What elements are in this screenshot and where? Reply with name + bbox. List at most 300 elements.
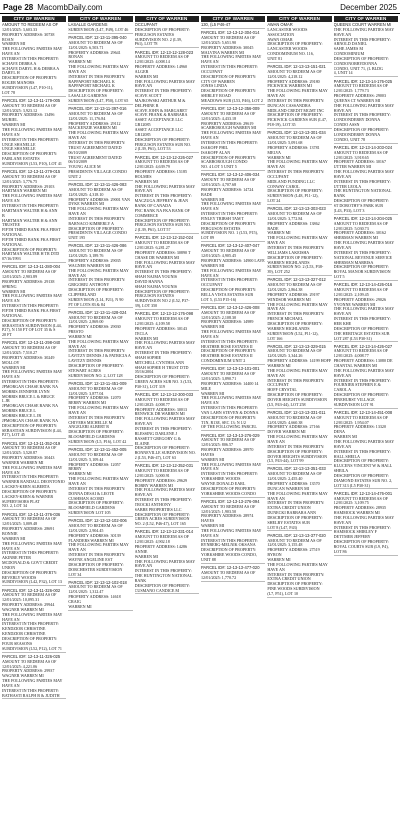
notice-line: PROPERTY ADDRESS: 29112 [68, 120, 121, 126]
notice-line: 20 FT [2, 332, 12, 338]
legal-notice [334, 22, 398, 77]
notice-line: PROPERTY ADDRESS: 30738 ROAN [2, 31, 55, 42]
notice-line: TRUST AGREEMENT DATED [68, 144, 122, 150]
notice-line: 12/01/2025: 5,651.90 [200, 39, 237, 45]
notice-line: SUBDIVISION (L47, P50), LOT 65 [68, 97, 129, 103]
notice-line: DOVER HEIGHTS SUBDIVISION [267, 396, 328, 402]
notice-line: INTEREST IN THIS PROPERTY: [200, 537, 259, 543]
notice-line: YORKSHIRE WOODS [200, 476, 241, 482]
notice-line: 12/01/2025: 4,905.45 [200, 253, 237, 259]
notice-parcel-id: AWAN OMAR [267, 22, 293, 27]
notice-line: INTEREST IN THIS PROPERTY: [333, 316, 391, 322]
notice-line: UNION [2, 564, 16, 570]
notice-line: 12/01/2025: 1,903.50 [200, 508, 237, 514]
notice-line: THE FOLLOWING PARTIES MAY HAVE AN [68, 267, 129, 278]
notice-line: 12/01/2025: 4,218.12 [267, 73, 303, 79]
notice-line: LOT 313 (L5 P30-31) [333, 482, 370, 488]
notice-line: CLIPPERLAND [68, 291, 97, 297]
notice-line: INTEREST IN THIS PROPERTY: [2, 621, 60, 627]
legal-notice [2, 22, 66, 97]
notice-line: 2 (L39, P61), LOT 53 [134, 146, 171, 152]
notice-line: MAJKOWSKI ARTHUR M & [134, 97, 186, 103]
notice-line: INTEREST IN THIS PROPERTY: [68, 414, 126, 420]
notice-line: PICKWICK WARREN MI [267, 83, 312, 89]
notice-line: 12/01/2025: 5,030.73 [333, 225, 369, 231]
notice-line: SHEILA [333, 468, 349, 474]
notice-line: UNIT 81 [267, 55, 283, 61]
notice-parcel-id: PARCEL ID#: 12-13-11-451-009 [68, 380, 127, 386]
notice-line: NATIONAL REVENUE SERVICE [333, 254, 393, 260]
notice-line: SUBDIVISION (L42, P32), LOT 13 [2, 579, 62, 585]
notice-line: MACZUGA JEFFREY & JEAN [134, 198, 189, 204]
notice-line: AMOUNT TO REDEEM AS OF [2, 445, 57, 451]
notice-list [334, 22, 398, 838]
notice-line: INTEREST IN THIS PROPERTY: [68, 485, 126, 491]
notice-line: THE FOLLOWING PARTIES MAY HAVE AN [134, 340, 196, 351]
notice-line: 12/01/2025: 4,433.18 [200, 115, 237, 121]
notice-line: DESCRIPTION OF PROPERTY: [2, 569, 58, 575]
notice-line: DESCRIPTION OF PROPERTY: [333, 539, 389, 545]
notice-line: 12/01/2025: 2,108.30 [200, 314, 237, 320]
notice-line: LANCASTER WOODS [267, 26, 308, 32]
notice-line: COMMERCE [134, 212, 159, 218]
notice-line: DESCRIPTION OF PROPERTY: [134, 136, 190, 142]
notice-line: HARTMAN WALTER H & ANN [2, 207, 58, 213]
notice-line: HAMMOCK SHIRLEY F [333, 529, 377, 535]
notice-line: WARREN MI [2, 288, 26, 294]
notice-line: DESCRIPTION OF PROPERTY: [134, 511, 190, 517]
legal-notice [334, 491, 398, 556]
notice-line: SUBDIVISION LOT 91 [333, 401, 374, 407]
notice-line: OCCUPANT [267, 173, 289, 179]
notice-line: DESCRIPTION OF PROPERTY: [267, 41, 323, 47]
notice-line: JPMORGAN CHASE BANK NA [2, 383, 59, 389]
notice-line: INTEREST IN THIS PROPERTY: [2, 474, 60, 480]
notice-line: AMOUNT TO REDEEM AS OF [200, 309, 256, 315]
notice-line: DELPHINE R [134, 102, 159, 108]
notice-line: TRUST AGREEMENT DATED [68, 154, 122, 160]
notice-line: DESCRIPTION OF PROPERTY: [200, 154, 257, 160]
notice-line: THE FOLLOWING PARTIES MAY HAVE AN [2, 611, 63, 622]
notice-parcel-id: PARCEL ID#: 12-13-11-326-025 [2, 653, 61, 659]
notice-line: 12/01/2025: 2,904.45 [68, 527, 104, 533]
notice-line: PROPERTY ADDRESS: 28935 [333, 505, 387, 511]
notice-line: ROYAL MANOR SUBDIVISION [333, 269, 391, 275]
notice-line: DESCRIPTION OF PROPERTY: [267, 448, 323, 454]
notice-line: 12/01/2025: 4,109.58 [134, 320, 170, 326]
notice-line: INTEREST IN THIS PROPERTY: [2, 687, 60, 693]
notice-line: EXTRA CREDIT UNION [267, 576, 311, 582]
legal-notice [334, 344, 398, 409]
notice-line: RYNBERG-MELNIK OKSANA [200, 542, 256, 548]
notice-line: INTEREST IN THIS PROPERTY: [68, 140, 126, 145]
notice-line: DESCRIPTION OF PROPERTY: [134, 217, 190, 223]
notice-line: DARYL H [2, 70, 20, 76]
notice-line: CONDO ASSN [333, 122, 360, 128]
notice-list [267, 22, 331, 838]
notice-line: INTEREST IN THIS PROPERTY: [333, 112, 391, 118]
notice-line: P18-19), LOT 35 [267, 122, 296, 128]
notice-line: DESCRIPTION OF PROPERTY: [200, 73, 257, 79]
notice-line: FERGUSON ESTATES SUB NO. [134, 222, 191, 228]
notice-line: 12/01/2025: 3,189.76 [68, 253, 104, 259]
notice-line: INTEREST IN THIS PROPERTY: [267, 571, 325, 577]
legal-notice [2, 340, 66, 439]
notice-line: 12/01/2025: 2,903.89 [2, 274, 38, 280]
notice-line: DESCRIPTION OF PROPERTY: [333, 198, 389, 204]
notice-parcel-id: PARCEL ID#: 12-13-12-406-034 [200, 172, 260, 178]
notice-line: DESCRIPTION OF PROPERTY: [68, 88, 124, 94]
notice-line: SABBE PROPERTIES LLC [134, 506, 182, 512]
notice-line: WAGNER WARREN MI [2, 673, 44, 679]
column-4 [201, 16, 265, 838]
notice-line: AMOUNT TO REDEEM AS OF [333, 287, 389, 293]
notice-line: SHERMAN WARREN MI [333, 235, 378, 241]
notice-line: INTEREST IN THIS PROPERTY: [2, 379, 60, 385]
notice-line: AMOUNT TO REDEEM AS OF [200, 437, 256, 443]
notice-line: MIDLAND CREDIT MGMT INC [267, 107, 325, 113]
notice-line: 12/01/2025: 10,095.31 [2, 597, 40, 603]
notice-line: GR12085 [134, 122, 151, 128]
notice-line: PROPERTY ADDRESS: 14989 [200, 319, 254, 325]
notice-line: AMOUNT TO REDEEM AS OF [134, 534, 190, 540]
notice-line: HEATHER ROSE ESTATES II [200, 353, 253, 359]
notice-line: ANGELERI ALBERT R [68, 424, 109, 430]
notice-line: SUBDIVISION NO. 1 (L53, P15), [200, 230, 258, 236]
notice-parcel-id: PARCEL ID#: 12-13-11-426-083 [68, 182, 127, 188]
notice-line: HEATHER ROSE ESTATES II [200, 343, 253, 349]
notice-line: (L5, P43-44), LOT 99 [267, 458, 304, 464]
notice-line: KENDZIOR CHRISTINE [2, 626, 46, 632]
notice-line: WARREN MI [134, 178, 158, 184]
notice-line: DESCRIPTION OF PROPERTY: [68, 500, 124, 506]
notice-line: CONDOMINIUM [333, 51, 365, 57]
notice-line: 12/01/2025: 3,776.75 [2, 178, 38, 184]
legal-notice [68, 182, 132, 242]
notice-line: DESCRIPTION OF PROPERTY: [200, 485, 257, 491]
notice-line: CUSMANO CANDICE M [134, 587, 180, 593]
legal-notice [201, 433, 265, 498]
notice-line: AMOUNT TO REDEEM AS OF [267, 282, 322, 288]
notice-line: WARNER WARREN MI [2, 459, 44, 465]
notice-line: FAIRLANE ESTATES [2, 156, 40, 162]
legal-notice [334, 79, 398, 144]
notice-line: INTEREST IN THIS PROPERTY: [200, 64, 259, 70]
legal-notice [201, 366, 265, 431]
legal-notice [68, 106, 132, 181]
notice-line: DESCRIPTION OF PROPERTY: [333, 472, 389, 478]
notice-line: WAGNER WARREN MI [68, 262, 111, 268]
notice-line: AMOUNT TO REDEEM AS OF [200, 177, 256, 183]
notice-line: AMOUNT TO REDEEM AS OF [68, 385, 123, 391]
notice-line: ROGER MANORS [2, 80, 35, 86]
notice-line: LOT 24 [267, 198, 281, 204]
notice-line: TROCKI ANTHONY [134, 501, 171, 507]
notice-line: T1N, R13E, SEC 13; N 1/2 [200, 419, 246, 425]
notice-line: WARREN MI [68, 59, 92, 65]
notice-line: 12/01/2025: 4,639.79 [134, 164, 170, 170]
notice-line: OCCUPANT [267, 382, 289, 388]
notice-line: (L43, P33), LOT 3 [333, 207, 365, 213]
notice-line: AMOUNT TO REDEEM AS OF [267, 68, 322, 74]
notice-line: DESCRIPTION OF PROPERTY: [267, 254, 323, 260]
notice-line: SUBDIVISION (L47, P49), LOT 46 [68, 26, 129, 32]
notice-line: THE FOLLOWING PARTIES MAY HAVE AN [267, 367, 328, 378]
notice-line: FIFTH THIRD BANK FKA FIRST [2, 307, 61, 313]
notice-line: DESCRIPTION OF PROPERTY: [333, 127, 389, 133]
notice-line: THE FOLLOWING PARTIES MAY HAVE AN [333, 240, 395, 251]
notice-line: THE FOLLOWING PARTIES MAY HAVE AN [267, 235, 328, 246]
notice-line: 12/01/2025: 4,318.10 [68, 191, 104, 197]
notice-line: 12/01/2025: 3,344.26 [267, 353, 303, 359]
notice-line: CHASE DR WARREN MI [134, 254, 180, 260]
legal-notice [135, 22, 199, 48]
notice-line: INTEREST IN THIS PROPERTY: [267, 377, 325, 383]
notice-line: MCDONALD & GOVT CREDIT [2, 560, 58, 566]
notice-line: PROPERTY ADDRESS: 29629 [134, 477, 188, 483]
notice-line: INTEREST IN THIS PROPERTY: [2, 136, 60, 142]
notice-parcel-id: PARCEL ID#: 12-13-11-395-040 [68, 34, 127, 40]
notice-line: SHERMAN MARRISA [333, 259, 374, 265]
notice-line: VAN LAHN STEVEN & DONNA [200, 409, 259, 415]
notice-line: CITY OF WARREN [200, 78, 235, 84]
notice-line: WARREN MI [68, 603, 92, 609]
notice-line: 12/01/2025: 3,009.48 [2, 521, 38, 527]
notice-line: DESCRIPTION OF PROPERTY: [2, 636, 58, 642]
legal-notice [267, 466, 331, 531]
notice-line: FIFTH THIRD BANK FKA FIRST [2, 236, 61, 242]
notice-line: LONDONDERRY DONNA [333, 117, 381, 123]
notice-line: LOT 86 [333, 548, 347, 554]
legal-notice [68, 580, 132, 611]
notice-parcel-id: PARCEL ID#: 12-13-13-276-094 [200, 498, 260, 504]
notice-line: WARREN MI [200, 324, 225, 330]
notice-line: WARREN MI [134, 73, 158, 79]
column-heading: CITY OF WARREN [334, 16, 398, 22]
notice-line: 12/01/2025: 4,008.77 [333, 353, 369, 359]
notice-line: CHANTAL WARREN MI [333, 363, 377, 369]
notice-line: AMOUNT TO REDEEM AS OF [267, 348, 322, 354]
notice-line: INTEREST IN THIS PROPERTY: [134, 350, 192, 356]
notice-line: BLOOMFIELD GARDENS [68, 505, 116, 511]
notice-parcel-id: PARCEL ID#: 12-13-13-101-001 [200, 366, 260, 372]
notice-line: BANK [134, 577, 147, 583]
notice-line: DESCRIPTION OF PROPERTY: [68, 287, 124, 293]
notice-parcel-id: QUEENS COURT WARREN MI [333, 22, 392, 27]
column-5 [267, 16, 331, 838]
notice-line: 12/01/2025: 4,902.18 [134, 539, 170, 545]
notice-parcel-id: PARCEL ID#: 12-13-12-356-009 [200, 106, 260, 112]
notice-line: THE FOLLOWING PARTIES MAY HAVE AN [333, 438, 395, 449]
notice-line: UNIT 88 [200, 556, 216, 562]
notice-line: INTEREST IN THIS PROPERTY: [134, 425, 192, 431]
notice-line: LOT 34 [68, 571, 82, 577]
notice-parcel-id: PARCEL ID#: 12-13-12-102-018 [68, 579, 127, 585]
notice-line: 12/01/2025: 4,221.06 [2, 663, 38, 669]
notice-parcel-id: PARCEL ID#: 12-13-13-377-020 [267, 532, 326, 538]
notice-line: LOT 5, (L53 P15-16) [200, 296, 237, 302]
notice-line: THE FOLLOWING PARTIES MAY HAVE AN [68, 130, 129, 141]
notice-line: SCARBOROUGH CONDO [200, 159, 248, 165]
notice-line: INTEREST IN THIS PROPERTY: [68, 348, 126, 354]
notice-line: 2 (L39, P61), LOT 57 [134, 227, 171, 233]
notice-line: PRESIDENTS VILLAGE CONDO [68, 230, 127, 236]
notice-line: INTEREST IN THIS PROPERTY: [200, 140, 259, 145]
legal-notice [267, 277, 331, 342]
notice-line: ASSET ACCEPTANCE LLC [134, 117, 184, 123]
notice-parcel-id: PARCEL ID#: 12-13-14-203-024 [333, 144, 393, 150]
notice-line: AMOUNT TO REDEEM AS OF [333, 83, 389, 89]
notice-line: SCARBOROUGH WARREN MI [200, 125, 257, 131]
notice-line: THE FOLLOWING PARTIES MAY HAVE AN [333, 102, 395, 113]
notice-line: DESCRIPTION OF PROPERTY: [200, 220, 257, 226]
notice-line: THE HERITAGE ESTATES SUB [333, 330, 390, 336]
notice-parcel-id: PARCEL ID#: 12-13-12-426-008 [200, 304, 260, 310]
notice-line: DESCRIPTION OF PROPERTY: [2, 151, 58, 157]
notice-parcel-id: PARCEL ID#: 12-13-11-428-024 [68, 309, 127, 315]
notice-line: 12/01/2025: 2,869.00 [68, 319, 104, 325]
legal-notice [334, 216, 398, 281]
legal-notice [135, 155, 199, 235]
notice-line: PROPERTY ADDRESS: 29138 SPRING [2, 278, 55, 289]
notice-line: FRENCH MICHAEL [267, 316, 304, 322]
notice-line: LOT 89 [200, 235, 214, 241]
column-heading: CITY OF WARREN [2, 16, 66, 22]
notice-line: UNGE SHANELLE [2, 141, 36, 147]
notice-line: THE FOLLOWING PARTIES MAY HAVE AN [134, 78, 196, 89]
site-name: MacombDaily.com [37, 3, 103, 12]
notice-line: THE HUNTINGTON NATIONAL [333, 188, 392, 194]
notice-line: 12/01/2025: 3,923.12 [2, 107, 38, 113]
notice-line: 12/01/2025: 1,954.07 [333, 419, 369, 425]
notice-line: THE FOLLOWING PARTIES MAY HAVE AN [267, 159, 328, 170]
legal-notice [68, 310, 132, 380]
notice-line: 12/01/2025: 3,155.48 [267, 542, 303, 548]
notice-line: AMOUNT TO REDEEM AS OF [333, 220, 389, 226]
column-6 [334, 16, 398, 838]
page-header [0, 0, 400, 14]
notice-line: AKINBE PETER [2, 555, 31, 561]
notice-line: BELLA VISTA ESTATES SUB [200, 291, 254, 297]
notice-parcel-id: PARCEL ID#: 12-13-13-276-029 [200, 432, 260, 438]
notice-line: AMOUNT TO REDEEM AS OF [134, 159, 190, 165]
notice-line: UTTER WARREN MI [333, 164, 372, 170]
legal-notice [2, 588, 66, 653]
notice-line: AMOUNT TO REDEEM AS OF [267, 135, 322, 141]
notice-line: LOT 5 [333, 274, 345, 280]
notice-line: WARREN HIGHLANDS [267, 259, 310, 265]
notice-line: SEBASTIAN SUBDIVISION (L44, [2, 322, 62, 328]
notice-line: THE FOLLOWING PARTIES MAY HAVE AN [2, 678, 63, 688]
notice-line: DESCRIPTION OF PROPERTY: [68, 363, 124, 369]
notice-line: INTEREST IN THIS PROPERTY: [2, 303, 60, 309]
notice-line: THE FOLLOWING PARTIES MAY HAVE AN [134, 558, 196, 569]
notice-line: DESCRIPTION OF PROPERTY: [200, 547, 257, 553]
notice-line: PROPERTY ADDRESS: 13570 [267, 481, 320, 487]
notice-line: SUBDIVISION NO. 2 (L53, P38- [267, 264, 324, 270]
notice-line: BATHASTI RALPH B & JUDITH [2, 692, 60, 698]
notice-parcel-id: PARCEL ID#: 12-13-11-452-005 [68, 447, 127, 453]
notice-line: AMOUNT TO REDEEM AS OF [267, 537, 322, 543]
notice-line: INTEREST IN THIS PROPERTY: [333, 178, 391, 184]
notice-line: PROPERTY ADDRESS: 13862 BADE [267, 220, 320, 231]
notice-line: 12/01/2025: 806.57 [200, 442, 234, 448]
notice-line: HAMMOCK WARREN MI [333, 510, 380, 516]
notice-line: FERGUSON ESTATES [200, 225, 241, 231]
notice-line: AMOUNT TO REDEEM AS OF [2, 345, 57, 351]
notice-line: INTEREST IN THIS PROPERTY: [200, 277, 259, 283]
notice-line: 12/01/2025: 5,091.68 [267, 140, 303, 145]
legal-notice [135, 463, 199, 528]
notice-line: WAGNER WARREN MI [2, 606, 44, 612]
notice-line: P61), LOT 78 [134, 41, 158, 47]
notice-line: HER KHE [333, 320, 352, 326]
notice-line: DESCRIPTION OF PROPERTY: [134, 374, 190, 380]
notice-line: WARREN MI [2, 535, 26, 541]
notice-line: SHAH SOPHIE [134, 354, 162, 360]
notice-line: DESCRIPTION OF PROPERTY: [333, 325, 389, 331]
notice-line: DESCRIPTION OF PROPERTY: [267, 581, 323, 587]
notice-parcel-id: PARCEL ID#: 12-13-13-327-012 [267, 277, 326, 283]
notice-line: THE FOLLOWING PARTIES MAY HAVE AN [267, 88, 328, 99]
notice-line: PROPERTY ADDRESS: 28691 BONNIE [2, 526, 55, 536]
column-1 [2, 16, 66, 838]
legal-notice [201, 499, 265, 564]
notice-line: BASSETT GREGORY G & [134, 435, 181, 441]
notice-line: HOFF CRYSTAL [267, 387, 297, 393]
notice-line: LOT 166 [267, 335, 283, 341]
notice-line: DESCRIPTION OF PROPERTY: [2, 317, 58, 323]
notice-list [201, 22, 265, 838]
notice-line: PROPERTY ADDRESS: 28974 HAYES [200, 513, 254, 524]
notice-line: THE FOLLOWING PARTIES MAY HAVE AN [200, 130, 262, 141]
notice-line: PROPERTY ADDRESS: 30143 TECLA [134, 325, 188, 336]
notice-line: PROPERTY ADDRESS: 29035 [68, 258, 121, 263]
notice-line: DESCRIPTION OF PROPERTY: [2, 75, 58, 81]
notice-line: DESCRIPTION OF PROPERTY: [267, 320, 323, 326]
legal-notice [2, 264, 66, 339]
notice-line: DESCRIPTION OF PROPERTY: [68, 561, 124, 567]
notice-line: SCAVE SCOTT [134, 93, 162, 99]
notice-line: INTEREST IN THIS PROPERTY: [68, 277, 126, 283]
notice-parcel-id: PARCEL ID#: 12-13-12-152-024 [134, 235, 194, 241]
notice-line: BOBBY WARREN MI [134, 482, 173, 488]
notice-line: STEWART ACRES [68, 367, 101, 373]
legal-notice [68, 22, 132, 34]
notice-line: ST DOROTHY'S PARK SUB [333, 202, 383, 208]
notice-line: SUBDIVISION (L5, P16), LOT 42 [68, 438, 127, 444]
notice-line: (L5, P43-44), LOT 258 [267, 401, 306, 407]
notice-line: DESCRIPTION OF PROPERTY: [200, 414, 257, 420]
legal-notice [201, 305, 265, 365]
notice-line: MITCHELL CYNTHIA ANN [134, 359, 185, 365]
notice-line: NO. 4 LOT 5 UNIT 5 [200, 164, 237, 170]
notice-line: INTEREST IN THIS PROPERTY: [134, 568, 192, 574]
notice-line: PROPERTY ADDRESS: 29180 [267, 78, 320, 84]
notice-line: PROPERTY ADDRESS: 27519 BYRON [267, 547, 320, 558]
notice-line: THE FOLLOWING PARTIES MAY HAVE AN [200, 201, 262, 212]
notice-line: INTEREST IN THIS PROPERTY: [2, 55, 60, 61]
notice-parcel-id: LASALLE GARDENS [68, 22, 108, 27]
notice-parcel-id: PARCEL ID#: 12-13-11-279-015 [2, 169, 61, 175]
notice-line: PROPERTY ADDRESS: 30249 MOLLOY [2, 354, 55, 365]
notice-line: THE FOLLOWING PARTIES MAY HAVE AN [267, 561, 328, 572]
notice-line: THE FOLLOWING PARTIES MAY HAVE AN [2, 540, 63, 551]
notice-line: PROPERTY ADDRESS: 13320 DENA [333, 424, 387, 435]
notice-line: DESCRIPTION OF PROPERTY: [2, 246, 58, 252]
notice-line: AMOUNT TO REDEEM AS OF [200, 248, 256, 254]
notice-line: 12/01/2025: 1,770.72 [200, 574, 237, 580]
